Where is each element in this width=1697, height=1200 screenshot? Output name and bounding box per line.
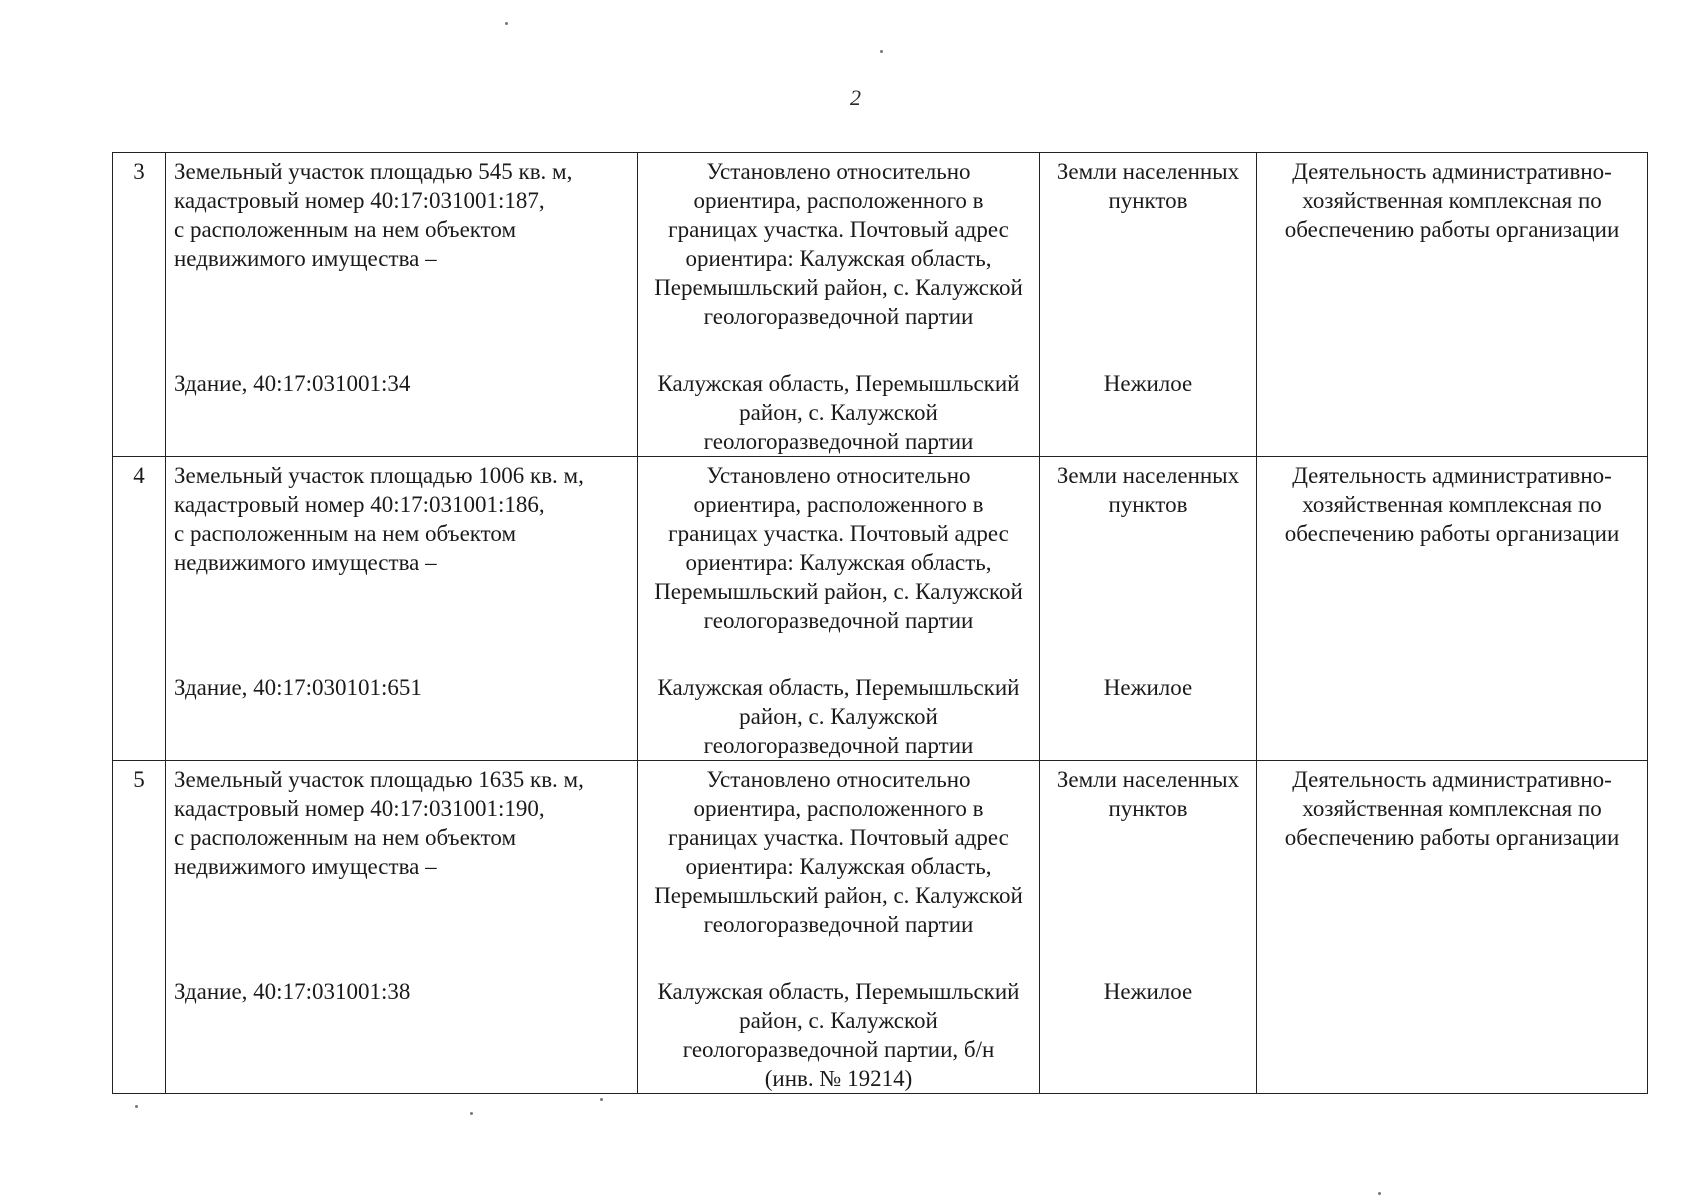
use-line: хозяйственная комплексная по [1302, 492, 1602, 517]
use-line: Деятельность административно- [1292, 463, 1612, 488]
scan-speck [600, 1098, 603, 1101]
property-table [112, 152, 1648, 1094]
category-cell [1040, 153, 1257, 457]
land-category-line: Земли населенных [1056, 463, 1240, 488]
use-line: Деятельность административно- [1292, 159, 1612, 184]
land-address-line: ориентира, расположенного в [693, 796, 984, 821]
land-desc-line: Земельный участок площадью 545 кв. м, [174, 159, 573, 184]
land-desc-line: с расположенным на нем объектом [174, 825, 517, 850]
building-address-line: геологоразведочной партии [703, 733, 974, 758]
building-address-line: район, с. Калужской [739, 1008, 938, 1033]
building-desc: Здание, 40:17:031001:38 [174, 979, 411, 1004]
scan-speck [505, 22, 508, 25]
land-address-line: границах участка. Почтовый адрес [668, 521, 1009, 546]
address-cell [638, 457, 1040, 761]
land-address-line: геологоразведочной партии [703, 608, 974, 633]
land-category-line: пунктов [1108, 492, 1188, 517]
land-address-line: Перемышльский район, с. Калужской [654, 883, 1023, 908]
table-row [113, 761, 1648, 1094]
page-number: 2 [850, 85, 861, 110]
land-desc-line: Земельный участок площадью 1006 кв. м, [174, 463, 584, 488]
row-number: 5 [113, 761, 166, 1094]
building-address-line: (инв. № 19214) [764, 1066, 913, 1091]
use-cell [1257, 457, 1648, 761]
land-address-line: границах участка. Почтовый адрес [668, 825, 1009, 850]
land-desc-line: с расположенным на нем объектом [174, 217, 517, 242]
land-desc-line: недвижимого имущества – [174, 854, 437, 879]
use-cell [1257, 153, 1648, 457]
land-category-line: пунктов [1108, 188, 1188, 213]
land-desc-line: Земельный участок площадью 1635 кв. м, [174, 767, 584, 792]
object-description-cell [166, 457, 638, 761]
land-desc-line: кадастровый номер 40:17:031001:187, [174, 188, 545, 213]
object-description-cell [166, 153, 638, 457]
building-address-line: Калужская область, Перемышльский [657, 979, 1020, 1004]
building-purpose: Нежилое [1103, 979, 1193, 1004]
land-address-line: геологоразведочной партии [703, 304, 974, 329]
land-desc-line: недвижимого имущества – [174, 246, 437, 271]
row-number: 4 [113, 457, 166, 761]
building-address-line: район, с. Калужской [739, 400, 938, 425]
building-address-line: Калужская область, Перемышльский [657, 371, 1020, 396]
building-address-line: геологоразведочной партии [703, 429, 974, 454]
land-desc-line: недвижимого имущества – [174, 550, 437, 575]
address-cell [638, 153, 1040, 457]
land-desc-line: с расположенным на нем объектом [174, 521, 517, 546]
land-address-line: Установлено относительно [706, 463, 971, 488]
scan-speck [470, 1112, 473, 1115]
use-line: хозяйственная комплексная по [1302, 188, 1602, 213]
scan-speck [880, 50, 883, 53]
category-cell [1040, 761, 1257, 1094]
land-address-line: ориентира, расположенного в [693, 188, 984, 213]
land-address-line: ориентира: Калужская область, [685, 854, 992, 879]
land-address-line: ориентира: Калужская область, [685, 550, 992, 575]
scan-speck [1378, 1192, 1381, 1195]
land-category-line: Земли населенных [1056, 767, 1240, 792]
land-desc-line: кадастровый номер 40:17:031001:186, [174, 492, 545, 517]
table-row [113, 153, 1648, 457]
building-address-line: геологоразведочной партии, б/н [682, 1037, 995, 1062]
address-cell [638, 761, 1040, 1094]
building-desc: Здание, 40:17:031001:34 [174, 371, 411, 396]
land-desc-line: кадастровый номер 40:17:031001:190, [174, 796, 545, 821]
use-line: обеспечению работы организации [1284, 521, 1620, 546]
use-line: хозяйственная комплексная по [1302, 796, 1602, 821]
row-number: 3 [113, 153, 166, 457]
building-desc: Здание, 40:17:030101:651 [174, 675, 422, 700]
object-description-cell [166, 761, 638, 1094]
building-purpose: Нежилое [1103, 371, 1193, 396]
land-address-line: геологоразведочной партии [703, 912, 974, 937]
category-cell [1040, 457, 1257, 761]
land-category-line: пунктов [1108, 796, 1188, 821]
scan-speck [135, 1105, 138, 1108]
building-address-line: Калужская область, Перемышльский [657, 675, 1020, 700]
building-purpose: Нежилое [1103, 675, 1193, 700]
land-category-line: Земли населенных [1056, 159, 1240, 184]
use-line: обеспечению работы организации [1284, 825, 1620, 850]
land-address-line: ориентира, расположенного в [693, 492, 984, 517]
land-address-line: Перемышльский район, с. Калужской [654, 579, 1023, 604]
use-line: Деятельность административно- [1292, 767, 1612, 792]
land-address-line: Установлено относительно [706, 159, 971, 184]
land-address-line: границах участка. Почтовый адрес [668, 217, 1009, 242]
land-address-line: Установлено относительно [706, 767, 971, 792]
land-address-line: Перемышльский район, с. Калужской [654, 275, 1023, 300]
use-line: обеспечению работы организации [1284, 217, 1620, 242]
table-row [113, 457, 1648, 761]
building-address-line: район, с. Калужской [739, 704, 938, 729]
use-cell [1257, 761, 1648, 1094]
land-address-line: ориентира: Калужская область, [685, 246, 992, 271]
